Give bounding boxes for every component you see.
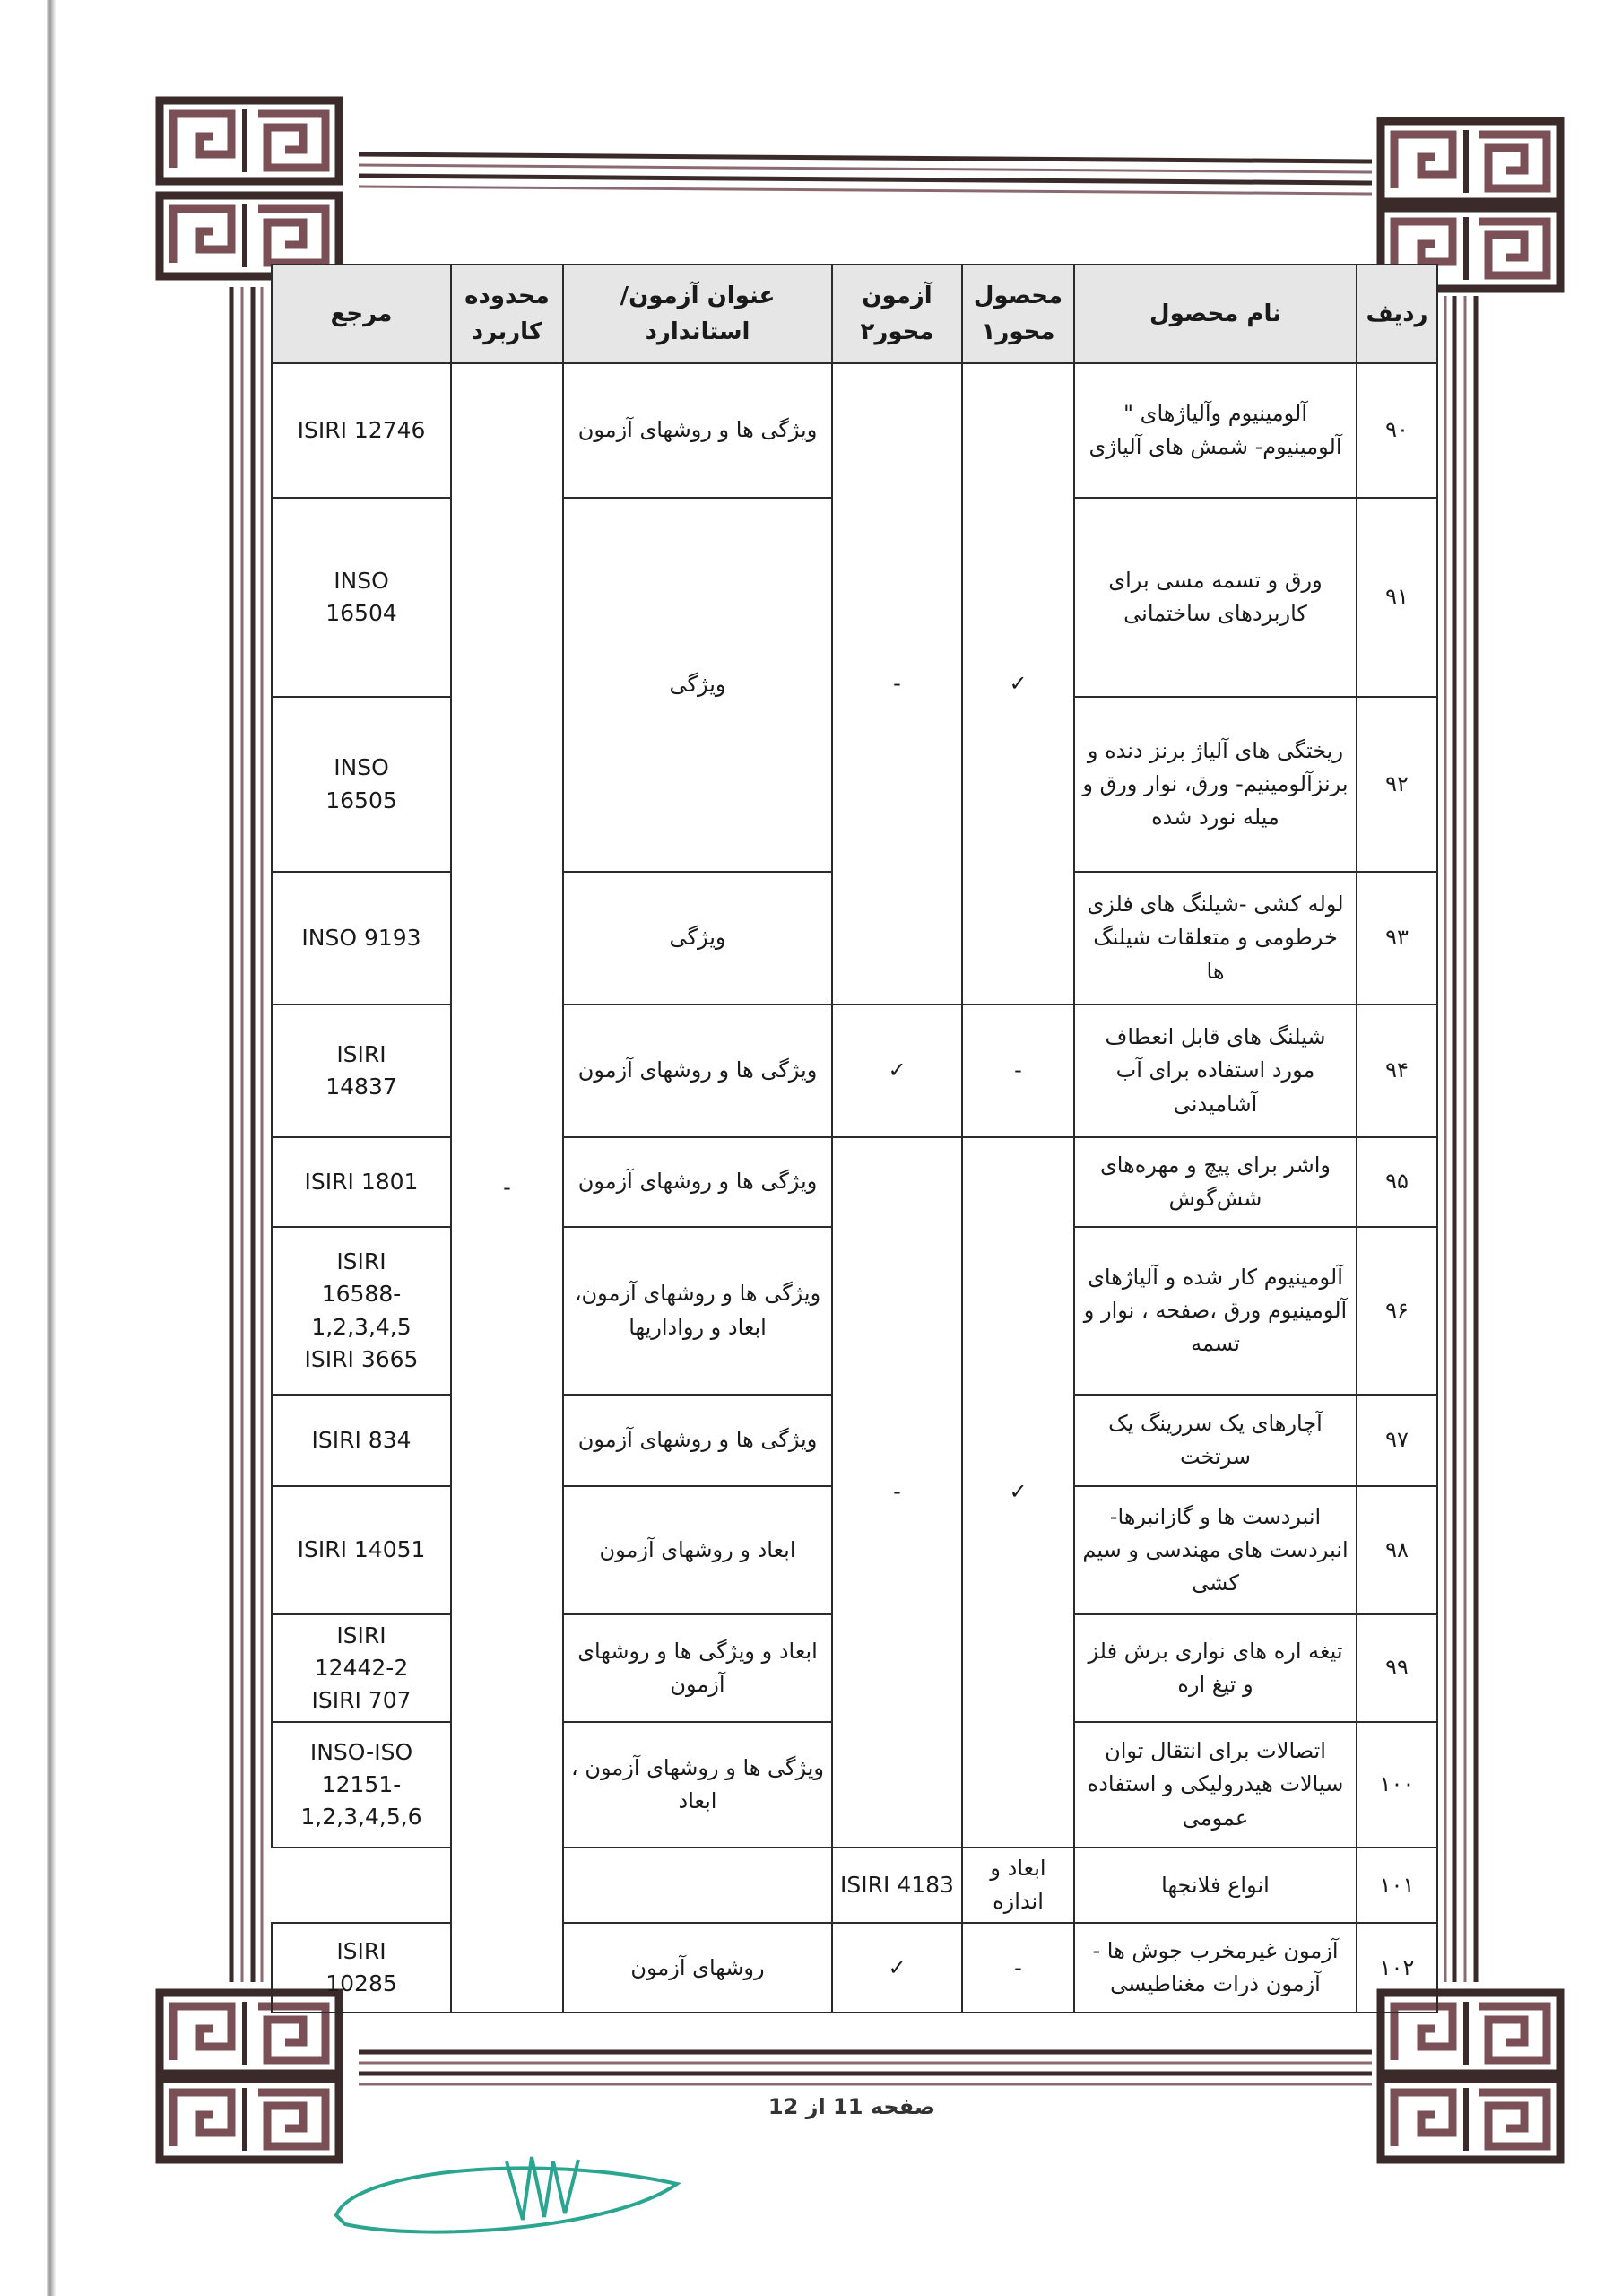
row-number: ۹۳ [1357,872,1437,1004]
reference: INSO 16504 [272,498,451,697]
test-axis-dash: - [832,363,962,1004]
product-name: آزمون غیرمخرب جوش ها - آزمون ذرات مغناطیسی [1074,1923,1357,2013]
table-row [272,1004,1437,1137]
test-title: ویژگی [563,498,832,872]
header-reference: مرجع [272,265,451,363]
product-name: آلومینیوم کار شده و آلیاژهای آلومینیوم ورق ،صفحه ، نوار و تسمه [1074,1227,1357,1395]
header-test-title: عنوان آزمون/استاندارد [563,265,832,363]
table-row [272,1923,1437,2013]
test-axis-check: ✓ [832,1923,962,2013]
standards-table [271,264,1438,2013]
signature-mark [318,2135,695,2242]
row-number: ۱۰۱ [1357,1848,1437,1923]
reference: INSO 9193 [272,872,451,1004]
header-test-axis: آزمون محور۲ [832,265,962,363]
product-name: انبردست ها و گازانبرها- انبردست های مهندسی و سیم کشی [1074,1486,1357,1614]
test-title: ویژگی ها و روشهای آزمون [563,363,832,498]
reference: INSO 16505 [272,697,451,872]
test-title: ابعاد و روشهای آزمون [563,1486,832,1614]
row-number: ۹۴ [1357,1004,1437,1137]
test-title: ویژگی ها و روشهای آزمون ، ابعاد [563,1722,832,1848]
reference: ISIRI 12746 [272,363,451,498]
row-number: ۹۷ [1357,1395,1437,1486]
corner-ornament-top-right [1381,121,1560,202]
test-title: ویژگی [563,872,832,1004]
product-name: واشر برای پیچ و مهره‌های شش‌گوش [1074,1137,1357,1227]
reference: INSO-ISO 12151- 1,2,3,4,5,6 [272,1722,451,1848]
row-number: ۹۶ [1357,1227,1437,1395]
product-name: آلومینیوم وآلیاژهای " آلومینیوم- شمش های آلیاژی [1074,363,1357,498]
reference: ISIRI 10285 [272,1923,451,2013]
reference: ISIRI 1801 [272,1137,451,1227]
standards-table-wrapper [271,264,1436,2013]
reference: ISIRI 16588- 1,2,3,4,5 ISIRI 3665 [272,1227,451,1395]
row-number: ۹۵ [1357,1137,1437,1227]
test-title: ابعاد و ویژگی ها و روشهای آزمون [563,1614,832,1722]
table-row [272,1848,1437,1923]
row-number: ۱۰۲ [1357,1923,1437,2013]
reference: ISIRI 14837 [272,1004,451,1137]
row-number: ۹۸ [1357,1486,1437,1614]
test-axis-check: ✓ [832,1004,962,1137]
product-name: انواع فلانجها [1074,1848,1357,1923]
product-axis-dash: - [962,1923,1074,2013]
table-row [272,363,1437,498]
reference: ISIRI 834 [272,1395,451,1486]
product-axis-check: ✓ [962,1137,1074,1848]
test-title: ویژگی ها و روشهای آزمون، ابعاد و رواداریها [563,1227,832,1395]
row-number: ۹۱ [1357,498,1437,697]
corner-ornament-top-left [160,100,339,181]
header-product-name: نام محصول [1074,265,1357,363]
product-axis-dash: - [962,1004,1074,1137]
row-number: ۹۰ [1357,363,1437,498]
product-name: تیغه اره های نواری برش فلز و تیغ اره [1074,1614,1357,1722]
table-header-row [272,265,1437,363]
reference: ISIRI 4183 [832,1848,962,1923]
product-name: اتصالات برای انتقال توان سیالات هیدرولیکی و استفاده عمومی [1074,1722,1357,1848]
product-name: ورق و تسمه مسی برای کاربردهای ساختمانی [1074,498,1357,697]
product-name: ریختگی های آلیاژ برنز دنده و برنزآلومینیم- ورق، نوار ورق و میله نورد شده [1074,697,1357,872]
product-axis-check: ✓ [962,363,1074,1004]
row-number: ۹۲ [1357,697,1437,872]
test-title: ویژگی ها و روشهای آزمون [563,1004,832,1137]
test-axis-dash: - [832,1137,962,1848]
reference: ISIRI 12442-2 ISIRI 707 [272,1614,451,1722]
scope-dash: - [451,363,563,2013]
reference: ISIRI 14051 [272,1486,451,1614]
test-title: روشهای آزمون [563,1923,832,2013]
row-number: ۱۰۰ [1357,1722,1437,1848]
header-product-axis: محصول محور۱ [962,265,1074,363]
test-title: ویژگی ها و روشهای آزمون [563,1137,832,1227]
product-name: شیلنگ های قابل انعطاف مورد استفاده برای آب آشامیدنی [1074,1004,1357,1137]
row-number: ۹۹ [1357,1614,1437,1722]
header-scope: محدوده کاربرد [451,265,563,363]
test-title: ابعاد و اندازه [962,1848,1074,1923]
product-name: لوله کشی -شیلنگ های فلزی خرطومی و متعلقات شیلنگ ها [1074,872,1357,1004]
test-title: ویژگی ها و روشهای آزمون [563,1395,832,1486]
product-name: آچارهای یک سررینگ یک سرتخت [1074,1395,1357,1486]
page-number: صفحه 11 از 12 [768,2094,936,2119]
table-row [272,1137,1437,1227]
header-row-number: ردیف [1357,265,1437,363]
